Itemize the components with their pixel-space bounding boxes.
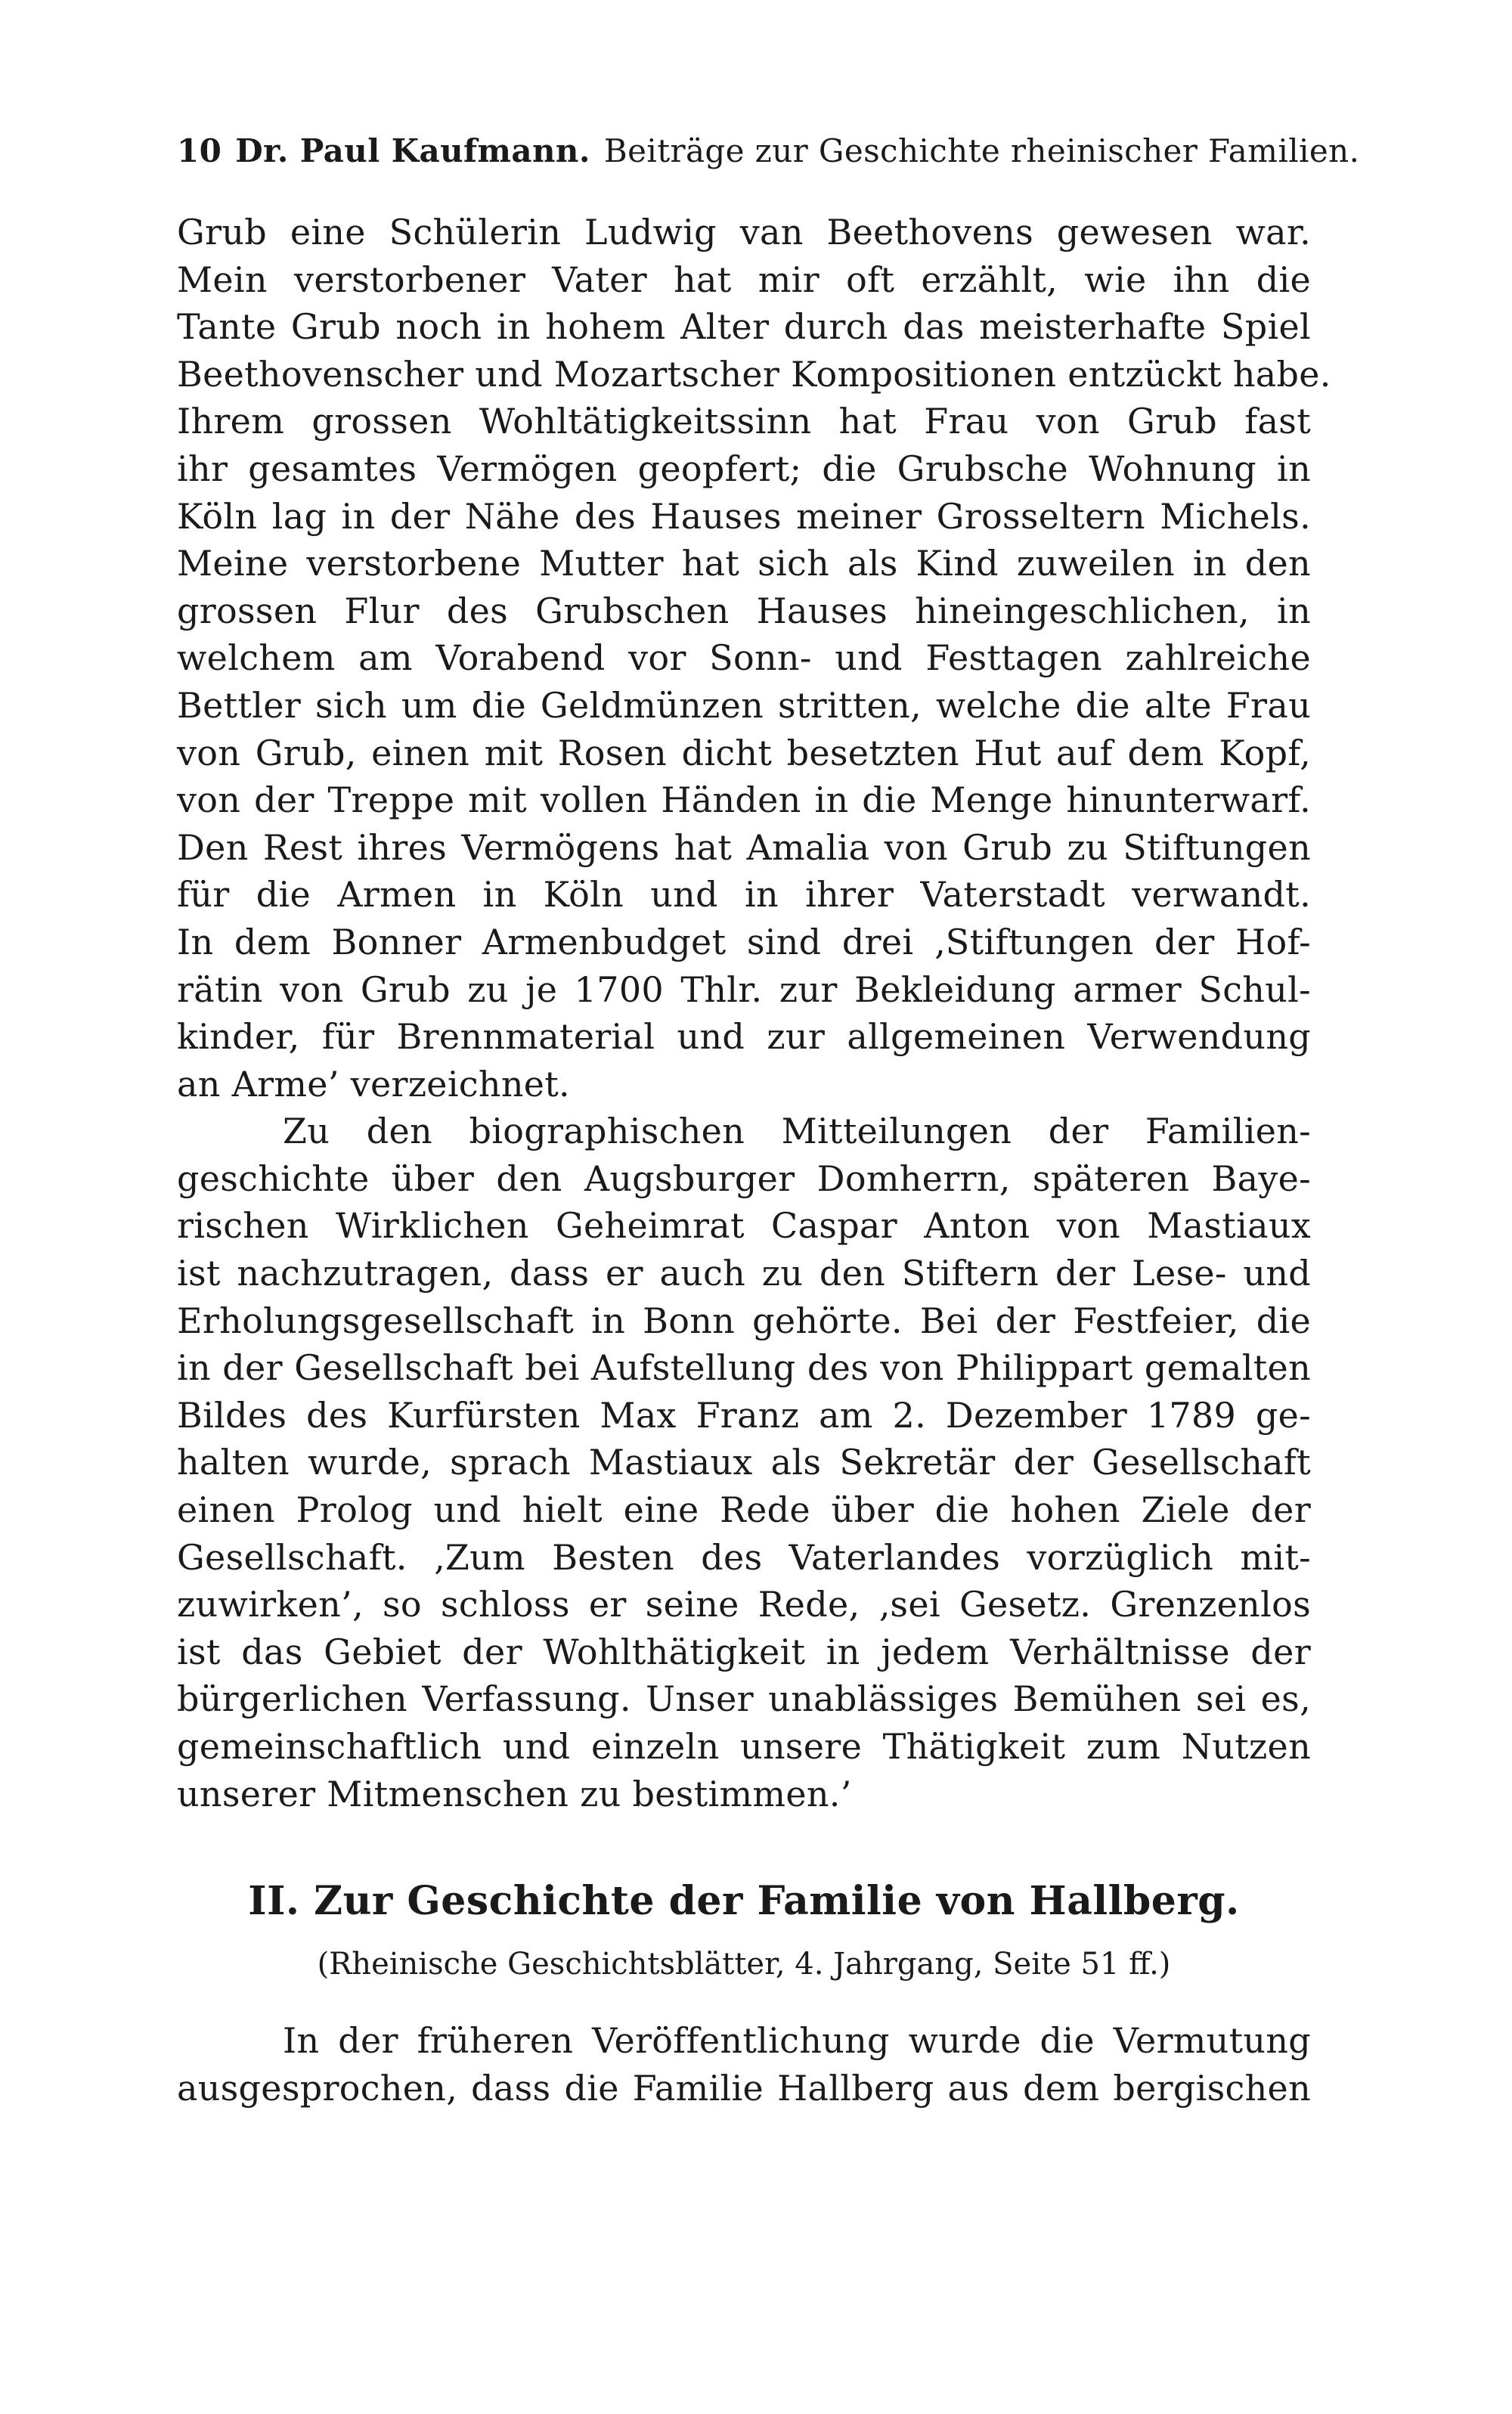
text-line: Zu den biographischen Mitteilungen der Familien-: [283, 1111, 1311, 1152]
paragraph-mastiaux: [177, 1108, 1311, 1817]
text-line: rischen Wirklichen Geheimrat Caspar Anton von Mastiaux: [177, 1205, 1311, 1247]
running-head: [177, 130, 1360, 172]
text-line: geschichte über den Augsburger Domherrn, späteren Baye-: [177, 1157, 1311, 1199]
text-line: Ihrem grossen Wohltätigkeitssinn hat Frau von Grub fast: [177, 401, 1311, 442]
text-line: Tante Grub noch in hohem Alter durch das meisterhafte Spiel: [177, 306, 1311, 348]
text-line: an Arme’ verzeichnet.: [177, 1063, 570, 1105]
text-line: ausgesprochen, dass die Familie Hallberg aus dem bergischen: [177, 2067, 1311, 2109]
main-text: [177, 209, 1331, 1817]
text-line: von der Treppe mit vollen Händen in die Menge hinunterwarf.: [177, 779, 1311, 821]
text-line: halten wurde, sprach Mastiaux als Sekretär der Gesellschaft: [177, 1442, 1311, 1483]
text-line: Gesellschaft. ‚Zum Besten des Vaterlandes vorzüglich mit-: [177, 1536, 1311, 1578]
text-line: grossen Flur des Grubschen Hauses hineingeschlichen, in: [177, 590, 1311, 631]
text-line: gemeinschaftlich und einzeln unsere Thätigkeit zum Nutzen: [177, 1726, 1311, 1767]
text-line: Bildes des Kurfürsten Max Franz am 2. Dezember 1789 ge-: [177, 1394, 1311, 1436]
text-line: zuwirken’, so schloss er seine Rede, ‚sei Gesetz. Grenzenlos: [177, 1584, 1311, 1625]
text-line: Beethovenscher und Mozartscher Kompositionen entzückt habe.: [177, 353, 1331, 395]
text-line: ist das Gebiet der Wohlthätigkeit in jedem Verhältnisse der: [177, 1631, 1311, 1672]
section-heading: II. Zur Geschichte der Familie von Hallberg.: [248, 1878, 1240, 1924]
text-line: Meine verstorbene Mutter hat sich als Kind zuweilen in den: [177, 543, 1311, 584]
text-line: Köln lag in der Nähe des Hauses meiner Grosseltern Michels.: [177, 495, 1311, 537]
text-line: Mein verstorbener Vater hat mir oft erzählt, wie ihn die: [177, 259, 1311, 300]
page-number: 10: [177, 132, 222, 169]
text-line: unserer Mitmenschen zu bestimmen.’: [177, 1773, 852, 1814]
text-line: bürgerlichen Verfassung. Unser unablässiges Bemühen sei es,: [177, 1678, 1311, 1720]
text-line: ist nachzutragen, dass er auch zu den Stiftern der Lese- und: [177, 1253, 1311, 1294]
text-line: Bettler sich um die Geldmünzen stritten, welche die alte Frau: [177, 684, 1311, 726]
text-line: rätin von Grub zu je 1700 Thlr. zur Bekleidung armer Schul-: [177, 968, 1311, 1010]
paragraph-grub: [177, 209, 1331, 1108]
text-line: welchem am Vorabend vor Sonn- und Festtagen zahlreiche: [177, 637, 1311, 679]
text-line: Grub eine Schülerin Ludwig van Beethovens gewesen war.: [177, 212, 1311, 253]
text-line: in der Gesellschaft bei Aufstellung des von Philippart gemalten: [177, 1347, 1311, 1389]
section-source-citation: (Rheinische Geschichtsblätter, 4. Jahrgang, Seite 51 ff.): [317, 1947, 1171, 1982]
text-line: von Grub, einen mit Rosen dicht besetzten Hut auf dem Kopf,: [177, 732, 1311, 773]
text-line: für die Armen in Köln und in ihrer Vaterstadt verwandt.: [177, 874, 1311, 916]
running-head-author: Dr. Paul Kaufmann.: [235, 132, 590, 169]
text-line: In dem Bonner Armenbudget sind drei ‚Stiftungen der Hof-: [177, 921, 1311, 962]
text-line: Erholungsgesellschaft in Bonn gehörte. Bei der Festfeier, die: [177, 1300, 1311, 1341]
text-line: Den Rest ihres Vermögens hat Amalia von Grub zu Stiftungen: [177, 826, 1311, 868]
text-line: einen Prolog und hielt eine Rede über die hohen Ziele der: [177, 1489, 1311, 1531]
text-line: ihr gesamtes Vermögen geopfert; die Grubsche Wohnung in: [177, 448, 1311, 489]
running-head-title: Beiträge zur Geschichte rheinischer Familien.: [603, 132, 1360, 169]
text-line: In der früheren Veröffentlichung wurde die Vermutung: [283, 2020, 1311, 2061]
paragraph-hallberg: [177, 2017, 1311, 2112]
text-line: kinder, für Brennmaterial und zur allgemeinen Verwendung: [177, 1016, 1311, 1058]
